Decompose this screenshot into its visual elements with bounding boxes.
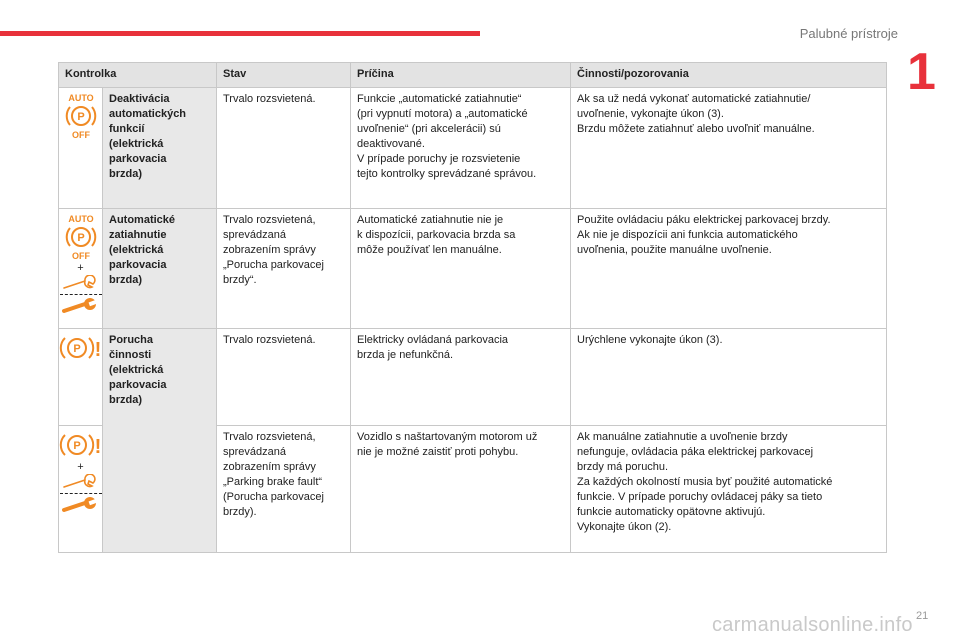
lamp-icon-cell	[59, 88, 103, 209]
state-text: Trvalo rozsvietená.	[217, 329, 351, 426]
cause-text: Automatické zatiahnutie nie je k dispozícii, parkovacia brzda sa môže používať len manuálne.	[351, 209, 571, 329]
wrench-solid-icon	[61, 298, 101, 314]
cause-text: Vozidlo s naštartovaným motorom už nie je možné zaistiť proti pohybu.	[351, 426, 571, 553]
table-header-row	[59, 63, 887, 88]
p-label: P	[72, 440, 81, 452]
lamp-name: Porucha činnosti (elektrická parkovacia brzda)	[103, 329, 217, 553]
fault-mark: !	[94, 339, 101, 361]
table-row	[59, 88, 887, 209]
chapter-number: 1	[907, 43, 936, 101]
header-accent-bar	[0, 31, 480, 36]
state-text: Trvalo rozsvietená.	[217, 88, 351, 209]
auto-label: AUTO	[67, 93, 94, 103]
wrench-outline-icon	[61, 474, 101, 490]
table-row	[59, 329, 887, 426]
state-text: Trvalo rozsvietená, sprevádzaná zobrazením správy „Parking brake fault“ (Porucha parkovacej brzdy).	[217, 426, 351, 553]
column-header-action: Činnosti/pozorovania	[571, 63, 887, 88]
off-label: OFF	[71, 251, 90, 261]
lamp-icon-cell	[59, 329, 103, 426]
column-header-cause: Príčina	[351, 63, 571, 88]
dashed-separator	[60, 294, 102, 295]
lamp-icon-cell	[59, 209, 103, 329]
cause-text: Funkcie „automatické zatiahnutie“ (pri vypnutí motora) a „automatické uvoľnenie“ (pri akcelerácii) sú deaktivované. V prípade poruchy je rozsvietenie tejto kontrolky sprevádzané správou.	[351, 88, 571, 209]
wrench-outline-icon	[61, 275, 101, 291]
dashed-separator	[60, 493, 102, 494]
wrench-solid-icon	[61, 497, 101, 513]
page-number: 21	[916, 610, 929, 622]
off-label: OFF	[71, 130, 90, 140]
table-row	[59, 209, 887, 329]
auto-off-parking-brake-icon	[63, 92, 99, 140]
watermark: carmanualsonline.info	[712, 614, 913, 636]
section-title: Palubné prístroje	[799, 26, 898, 41]
plus-sign: +	[77, 262, 84, 274]
p-label: P	[76, 111, 85, 123]
plus-sign: +	[77, 461, 84, 473]
action-text: Urýchlene vykonajte úkon (3).	[571, 329, 887, 426]
column-header-lamp: Kontrolka	[59, 63, 217, 88]
cause-text: Elektricky ovládaná parkovacia brzda je nefunkčná.	[351, 329, 571, 426]
action-text: Ak manuálne zatiahnutie a uvoľnenie brzdy nefunguje, ovládacia páka elektrickej parkovacej brzdy má poruchu. Za každých okolností musia byť použité automatické funkcie. V prípade poruchy ovládacej páky sa tieto funkcie automaticky opätovne aktivujú. Vykonajte úkon (2).	[571, 426, 887, 553]
state-text: Trvalo rozsvietená, sprevádzaná zobrazením správy „Porucha parkovacej brzdy“.	[217, 209, 351, 329]
lamp-name: Deaktivácia automatických funkcií (elektrická parkovacia brzda)	[103, 88, 217, 209]
auto-label: AUTO	[67, 214, 94, 224]
parking-brake-fault-icon	[59, 430, 103, 460]
p-label: P	[72, 343, 81, 355]
action-text: Ak sa už nedá vykonať automatické zatiahnutie/ uvoľnenie, vykonajte úkon (3). Brzdu môžete zatiahnuť alebo uvoľniť manuálne.	[571, 88, 887, 209]
auto-off-parking-brake-icon	[63, 213, 99, 261]
column-header-state: Stav	[217, 63, 351, 88]
p-label: P	[76, 232, 85, 244]
fault-mark: !	[94, 436, 101, 458]
parking-brake-fault-icon	[59, 333, 103, 363]
lamp-icon-cell	[59, 426, 103, 553]
action-text: Použite ovládaciu páku elektrickej parkovacej brzdy. Ak nie je dispozícii ani funkcia automatického uvoľnenia, použite manuálne uvoľnenie.	[571, 209, 887, 329]
warning-lamp-table	[58, 62, 887, 553]
lamp-name: Automatické zatiahnutie (elektrická parkovacia brzda)	[103, 209, 217, 329]
